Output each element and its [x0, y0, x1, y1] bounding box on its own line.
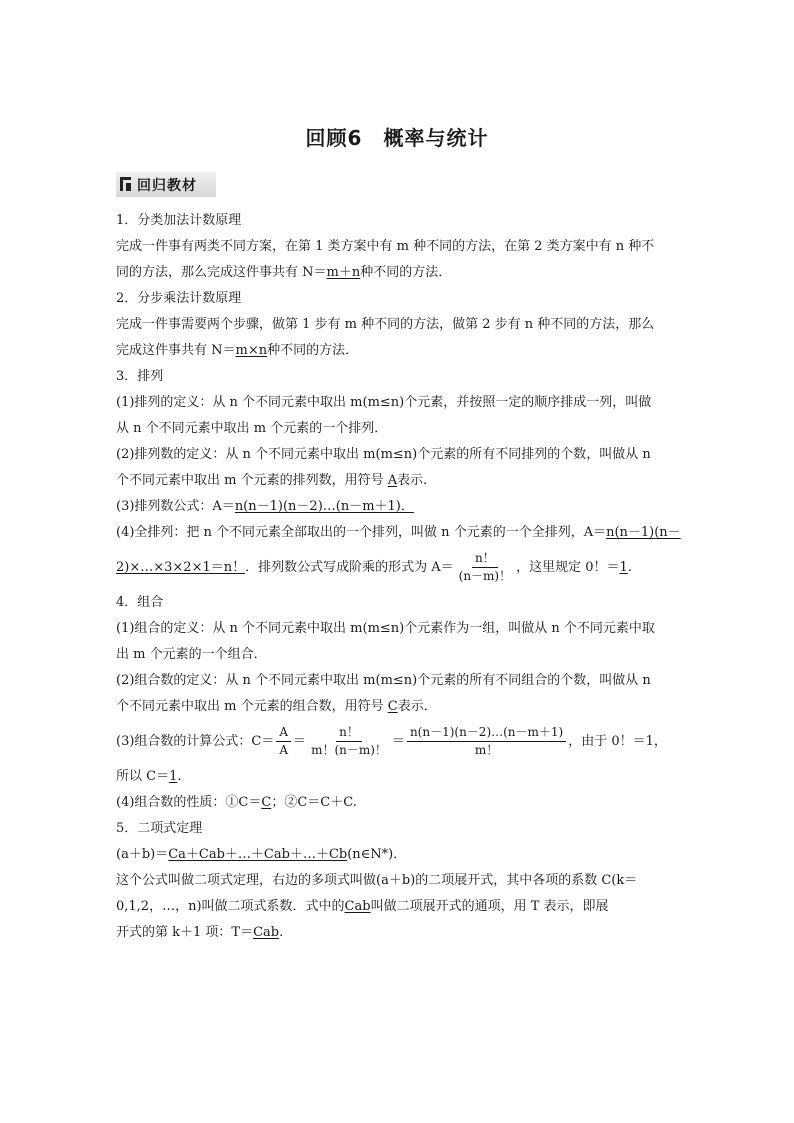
- fraction-numerator: n！: [472, 550, 498, 568]
- answer-blank: 1: [169, 769, 178, 784]
- text-line: [116, 790, 676, 816]
- section-tag: [116, 172, 216, 197]
- text-run: (2)组合数的定义：从 n 个不同元素中取出 m(m≤n)个元素的所有不同组合的个数，叫做从 n: [116, 673, 651, 688]
- answer-blank: C: [261, 795, 272, 810]
- answer-blank: C: [387, 699, 398, 714]
- text-run: (n∈N*)．: [347, 847, 407, 862]
- text-run: 从 n 个不同元素中取出 m 个元素的一个排列．: [116, 421, 388, 436]
- text-run: ＝: [293, 734, 307, 749]
- fraction-denominator: (n－m)！: [458, 569, 512, 583]
- text-line: [116, 546, 676, 590]
- answer-blank: Cab: [344, 899, 371, 914]
- text-line: [116, 260, 676, 286]
- text-line: [116, 720, 676, 764]
- section-label: 回归教材: [137, 178, 197, 194]
- text-run: (3)组合数的计算公式：C＝: [116, 734, 275, 749]
- document-body: [116, 208, 681, 946]
- text-run: .: [627, 560, 632, 575]
- fraction-numerator: n！: [336, 724, 362, 742]
- text-run: 同的方法，那么完成这件事共有 N＝: [116, 265, 327, 280]
- text-line: [116, 234, 676, 260]
- text-line: [116, 694, 676, 720]
- text-run: 4．组合: [116, 595, 164, 610]
- text-run: ＝: [391, 734, 405, 749]
- answer-blank: n(n－1)(n－: [606, 525, 681, 540]
- text-run: ，这里规定 0！＝: [516, 560, 620, 575]
- text-run: .: [177, 769, 182, 784]
- text-line: [116, 442, 676, 468]
- text-line: [116, 868, 676, 894]
- fraction-denominator: m！(n－m)！: [311, 743, 387, 757]
- text-line: [116, 616, 676, 642]
- text-line: [116, 668, 676, 694]
- fraction: [456, 550, 514, 585]
- text-run: 所以 C＝: [116, 769, 170, 784]
- section-heading: [116, 208, 676, 234]
- section-heading: [116, 590, 676, 616]
- text-run: 完成一件事有两类不同方案，在第 1 类方案中有 m 种不同的方法，在第 2 类方案中有 n 种不: [116, 239, 655, 254]
- text-run: 这个公式叫做二项式定理，右边的多项式叫做(a＋b)的二项展开式，其中各项的系数 C(k＝: [116, 873, 638, 888]
- fraction: [407, 724, 566, 759]
- text-run: 0,1,2，…，n)叫做二项式系数．式中的: [116, 899, 345, 914]
- answer-blank: 1: [619, 560, 628, 575]
- text-run: 叫做二项展开式的通项，用 T 表示，即展: [370, 899, 609, 914]
- text-run: 完成这件事共有 N＝: [116, 343, 236, 358]
- answer-blank: 2)×…×3×2×1＝n！: [116, 560, 246, 575]
- text-line: [116, 338, 676, 364]
- text-run: (3)排列数公式：A＝: [116, 499, 235, 514]
- text-run: 种不同的方法．: [360, 265, 452, 280]
- text-line: [116, 520, 681, 546]
- answer-blank: m＋n: [326, 265, 361, 280]
- text-run: .: [279, 925, 284, 940]
- text-run: 表示．: [397, 699, 437, 714]
- text-line: [116, 468, 676, 494]
- text-line: [116, 894, 676, 920]
- answer-blank: m×n: [235, 343, 268, 358]
- answer-blank: A: [387, 473, 398, 488]
- section-heading: [116, 816, 676, 842]
- section-heading: [116, 364, 676, 390]
- text-run: ；②C＝C＋C.: [271, 795, 357, 810]
- fraction-numerator: A: [276, 724, 291, 742]
- text-run: 1．分类加法计数原理: [116, 213, 242, 228]
- text-run: 表示．: [397, 473, 437, 488]
- section-marker-icon: [120, 177, 131, 191]
- text-run: (a＋b)＝: [116, 847, 169, 862]
- text-run: (4)组合数的性质：①C＝: [116, 795, 262, 810]
- text-run: (1)排列的定义：从 n 个不同元素中取出 m(m≤n)个元素，并按照一定的顺序排成一列，叫做: [116, 395, 652, 410]
- text-run: (4)全排列：把 n 个不同元素全部取出的一个排列，叫做 n 个元素的一个全排列，A＝: [116, 525, 607, 540]
- text-run: 个不同元素中取出 m 个元素的组合数，用符号: [116, 699, 388, 714]
- text-line: [116, 416, 676, 442]
- section-heading: [116, 286, 676, 312]
- answer-blank: n(n－1)(n－2)…(n－m＋1)．: [234, 499, 414, 514]
- text-run: 3．排列: [116, 369, 164, 384]
- text-run: 出 m 个元素的一个组合．: [116, 647, 267, 662]
- text-line: [116, 842, 676, 868]
- text-line: [116, 920, 676, 946]
- text-line: [116, 642, 676, 668]
- page-title: 回顾6 概率与统计: [305, 126, 489, 150]
- text-line: [116, 764, 676, 790]
- fraction-denominator: A: [279, 743, 289, 757]
- fraction: [276, 724, 291, 759]
- text-run: 个不同元素中取出 m 个元素的排列数，用符号: [116, 473, 388, 488]
- text-line: [116, 312, 676, 338]
- text-run: ，由于 0！＝1，: [568, 734, 667, 749]
- text-run: 2．分步乘法计数原理: [116, 291, 242, 306]
- text-run: ．排列数公式写成阶乘的形式为 A＝: [245, 560, 454, 575]
- fraction-denominator: m！: [474, 743, 499, 757]
- fraction-numerator: n(n－1)(n－2)…(n－m＋1): [407, 724, 566, 742]
- text-line: [116, 494, 676, 520]
- fraction: [308, 724, 390, 759]
- answer-blank: Cab: [253, 925, 280, 940]
- text-run: 开式的第 k＋1 项：T＝: [116, 925, 254, 940]
- answer-blank: Ca＋Cab＋…＋Cab＋…＋Cb: [168, 847, 348, 862]
- text-line: [116, 390, 676, 416]
- text-run: (1)组合的定义：从 n 个不同元素中取出 m(m≤n)个元素作为一组，叫做从 n 个不同元素中取: [116, 621, 655, 636]
- text-run: (2)排列数的定义：从 n 个不同元素中取出 m(m≤n)个元素的所有不同排列的个数，叫做从 n: [116, 447, 651, 462]
- text-run: 完成一件事需要两个步骤，做第 1 步有 m 种不同的方法，做第 2 步有 n 种不同的方法，那么: [116, 317, 655, 332]
- text-run: 种不同的方法．: [267, 343, 359, 358]
- text-run: 5．二项式定理: [116, 821, 203, 836]
